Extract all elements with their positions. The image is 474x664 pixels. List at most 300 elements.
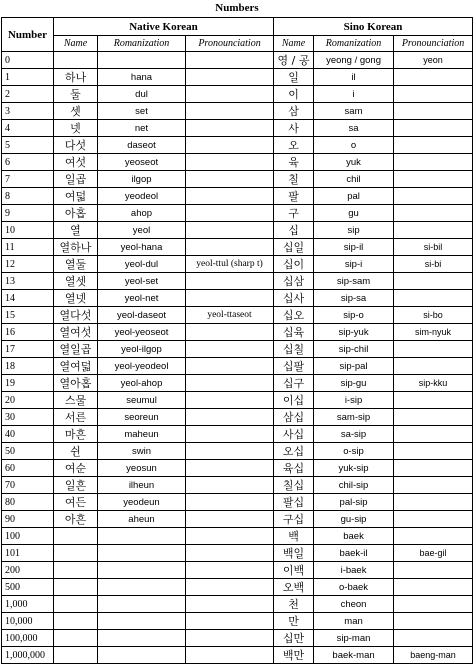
table-row [2,239,473,256]
native-romanization-subheader: Romanization [98,36,186,52]
table-row [2,273,473,290]
sino-name-cell: 십사 [274,290,314,307]
number-cell: 7 [2,171,54,188]
sino-romanization-cell: sip-chil [314,341,394,358]
sino-romanization-cell: sip-sa [314,290,394,307]
native-name-cell [54,528,98,545]
native-romanization-cell: net [98,120,186,137]
sino-pronunciation-cell [394,443,473,460]
native-romanization-cell: yeol-ilgop [98,341,186,358]
native-romanization-cell [98,596,186,613]
sino-pronunciation-cell [394,205,473,222]
table-row [2,443,473,460]
table-row [2,222,473,239]
table-row [2,52,473,69]
sino-name-cell: 삼 [274,103,314,120]
sino-romanization-cell: o-baek [314,579,394,596]
native-romanization-cell: dul [98,86,186,103]
sino-pronunciation-cell [394,494,473,511]
native-name-cell: 여덟 [54,188,98,205]
table-row [2,528,473,545]
table-row [2,494,473,511]
number-cell: 13 [2,273,54,290]
table-row [2,375,473,392]
native-pronunciation-cell: yeol-ttaseot [186,307,274,324]
native-romanization-cell: yeol-daseot [98,307,186,324]
sino-pronunciation-cell: si-bil [394,239,473,256]
number-cell: 80 [2,494,54,511]
number-cell: 5 [2,137,54,154]
sino-name-cell: 만 [274,613,314,630]
sino-romanization-cell: yeong / gong [314,52,394,69]
sino-name-cell: 백만 [274,647,314,664]
number-cell: 1 [2,69,54,86]
table-row [2,460,473,477]
native-pronunciation-cell [186,171,274,188]
native-name-cell: 열일곱 [54,341,98,358]
number-cell: 10,000 [2,613,54,630]
native-name-cell: 쉰 [54,443,98,460]
sino-pronunciation-cell [394,409,473,426]
native-romanization-cell: ilgop [98,171,186,188]
table-row [2,562,473,579]
native-romanization-cell: ilheun [98,477,186,494]
native-pronunciation-cell [186,103,274,120]
sino-romanization-cell: chil [314,171,394,188]
number-cell: 8 [2,188,54,205]
native-name-cell: 열아홉 [54,375,98,392]
header-row [2,18,473,36]
sino-romanization-cell: baek [314,528,394,545]
native-romanization-cell: yeosun [98,460,186,477]
sino-pronunciation-cell [394,120,473,137]
number-cell: 90 [2,511,54,528]
table-row [2,630,473,647]
sino-korean-header: Sino Korean [274,18,473,36]
number-cell: 20 [2,392,54,409]
sino-name-cell: 십 [274,222,314,239]
native-pronunciation-cell [186,222,274,239]
native-name-cell: 둘 [54,86,98,103]
sino-pronunciation-cell [394,630,473,647]
native-korean-header: Native Korean [54,18,274,36]
native-romanization-cell: set [98,103,186,120]
native-pronunciation-cell [186,426,274,443]
native-romanization-cell: yeol-net [98,290,186,307]
sino-name-cell: 십육 [274,324,314,341]
number-cell: 30 [2,409,54,426]
native-name-cell: 열하나 [54,239,98,256]
sino-pronunciation-cell [394,613,473,630]
sino-name-cell: 십구 [274,375,314,392]
table-row [2,341,473,358]
native-romanization-cell [98,52,186,69]
table-row [2,613,473,630]
table-row [2,69,473,86]
native-name-cell: 여순 [54,460,98,477]
sino-name-cell: 오십 [274,443,314,460]
native-name-cell: 마흔 [54,426,98,443]
sino-pronunciation-cell: yeon [394,52,473,69]
native-romanization-cell: yeol-hana [98,239,186,256]
native-name-cell [54,630,98,647]
native-pronunciation-cell [186,137,274,154]
number-cell: 100 [2,528,54,545]
sino-pronunciation-cell [394,392,473,409]
sino-name-cell: 구 [274,205,314,222]
native-name-cell: 다섯 [54,137,98,154]
number-cell: 100,000 [2,630,54,647]
native-pronunciation-cell [186,273,274,290]
native-name-cell: 넷 [54,120,98,137]
table-row [2,307,473,324]
sino-name-cell: 백일 [274,545,314,562]
sino-name-cell: 팔십 [274,494,314,511]
sino-name-cell: 육십 [274,460,314,477]
sino-romanization-cell: gu-sip [314,511,394,528]
native-pronunciation-cell [186,596,274,613]
sino-name-cell: 칠 [274,171,314,188]
sino-pronunciation-cell [394,511,473,528]
sino-romanization-cell: yuk-sip [314,460,394,477]
sino-pronunciation-cell: baeng-man [394,647,473,664]
sino-romanization-cell: gu [314,205,394,222]
sino-pronunciation-cell [394,562,473,579]
number-cell: 17 [2,341,54,358]
sino-name-cell: 십삼 [274,273,314,290]
sino-romanization-cell: sip-gu [314,375,394,392]
sino-romanization-cell: o [314,137,394,154]
native-name-cell [54,52,98,69]
number-cell: 3 [2,103,54,120]
native-name-cell [54,613,98,630]
table-row [2,392,473,409]
native-romanization-cell [98,630,186,647]
sino-name-cell: 이백 [274,562,314,579]
native-pronunciation-cell [186,613,274,630]
sino-pronunciation-subheader: Pronounciation [394,36,473,52]
sino-name-subheader: Name [274,36,314,52]
native-pronunciation-cell [186,545,274,562]
sino-pronunciation-cell [394,579,473,596]
native-name-cell: 여든 [54,494,98,511]
number-cell: 12 [2,256,54,273]
table-row [2,324,473,341]
native-pronunciation-cell [186,205,274,222]
number-cell: 40 [2,426,54,443]
sino-romanization-cell: chil-sip [314,477,394,494]
number-cell: 500 [2,579,54,596]
sino-romanization-cell: sip-man [314,630,394,647]
sino-name-cell: 십일 [274,239,314,256]
sino-name-cell: 팔 [274,188,314,205]
sino-romanization-cell: il [314,69,394,86]
number-cell: 1,000,000 [2,647,54,664]
number-cell: 9 [2,205,54,222]
table-row [2,409,473,426]
sino-pronunciation-cell [394,528,473,545]
sino-pronunciation-cell [394,188,473,205]
native-pronunciation-cell [186,188,274,205]
table-row [2,477,473,494]
table-row [2,188,473,205]
native-romanization-cell [98,528,186,545]
native-pronunciation-cell [186,494,274,511]
native-name-cell: 셋 [54,103,98,120]
native-name-cell [54,647,98,664]
sino-name-cell: 오백 [274,579,314,596]
sino-romanization-cell: yuk [314,154,394,171]
native-romanization-cell [98,613,186,630]
native-pronunciation-cell [186,460,274,477]
sino-pronunciation-cell [394,273,473,290]
native-pronunciation-cell [186,409,274,426]
native-pronunciation-cell [186,86,274,103]
sino-name-cell: 이 [274,86,314,103]
native-romanization-cell [98,647,186,664]
sino-romanization-cell: sip-pal [314,358,394,375]
table-row [2,290,473,307]
sino-romanization-cell: sip [314,222,394,239]
table-row [2,256,473,273]
sino-name-cell: 육 [274,154,314,171]
sino-romanization-cell: baek-il [314,545,394,562]
number-cell: 50 [2,443,54,460]
native-pronunciation-cell [186,341,274,358]
native-pronunciation-cell [186,69,274,86]
native-romanization-cell: yeodeol [98,188,186,205]
native-name-cell: 일흔 [54,477,98,494]
native-name-cell: 열둘 [54,256,98,273]
native-name-cell [54,545,98,562]
sino-name-cell: 천 [274,596,314,613]
native-pronunciation-cell [186,392,274,409]
sino-name-cell: 백 [274,528,314,545]
native-name-cell: 열넷 [54,290,98,307]
native-romanization-cell [98,562,186,579]
sino-romanization-cell: o-sip [314,443,394,460]
number-cell: 19 [2,375,54,392]
native-romanization-cell: swin [98,443,186,460]
number-cell: 101 [2,545,54,562]
native-pronunciation-cell [186,630,274,647]
number-cell: 2 [2,86,54,103]
native-romanization-cell [98,579,186,596]
native-romanization-cell: yeoseot [98,154,186,171]
sino-pronunciation-cell: si-bi [394,256,473,273]
native-pronunciation-cell [186,239,274,256]
number-cell: 70 [2,477,54,494]
table-row [2,579,473,596]
sino-name-cell: 일 [274,69,314,86]
native-romanization-cell [98,545,186,562]
table-row [2,545,473,562]
sino-romanization-cell: sip-o [314,307,394,324]
table-row [2,171,473,188]
sino-pronunciation-cell [394,154,473,171]
native-romanization-cell: yeol-dul [98,256,186,273]
native-pronunciation-cell [186,477,274,494]
sino-romanization-cell: baek-man [314,647,394,664]
sino-pronunciation-cell: sip-kku [394,375,473,392]
native-name-cell: 열여덟 [54,358,98,375]
number-cell: 6 [2,154,54,171]
number-cell: 60 [2,460,54,477]
native-pronunciation-cell [186,120,274,137]
number-cell: 200 [2,562,54,579]
native-name-cell: 열셋 [54,273,98,290]
sino-romanization-cell: sip-i [314,256,394,273]
native-pronunciation-cell [186,562,274,579]
native-romanization-cell: daseot [98,137,186,154]
native-romanization-cell: maheun [98,426,186,443]
native-romanization-cell: yeol [98,222,186,239]
native-romanization-cell: yeol-set [98,273,186,290]
native-pronunciation-cell [186,579,274,596]
native-pronunciation-cell [186,511,274,528]
sino-romanization-cell: sip-il [314,239,394,256]
sino-romanization-cell: sa [314,120,394,137]
native-name-cell: 여섯 [54,154,98,171]
table-row [2,647,473,664]
number-header: Number [2,18,54,52]
sino-pronunciation-cell [394,358,473,375]
sino-name-cell: 오 [274,137,314,154]
native-name-cell: 서른 [54,409,98,426]
native-pronunciation-cell [186,647,274,664]
sino-romanization-cell: pal [314,188,394,205]
native-romanization-cell: hana [98,69,186,86]
sino-name-cell: 사십 [274,426,314,443]
sino-name-cell: 사 [274,120,314,137]
sino-romanization-cell: sa-sip [314,426,394,443]
sino-pronunciation-cell: bae-gil [394,545,473,562]
sino-romanization-cell: sam-sip [314,409,394,426]
native-romanization-cell: yeol-ahop [98,375,186,392]
number-cell: 10 [2,222,54,239]
table-row [2,120,473,137]
table-row [2,511,473,528]
sino-pronunciation-cell [394,477,473,494]
native-romanization-cell: aheun [98,511,186,528]
sino-romanization-cell: pal-sip [314,494,394,511]
sino-pronunciation-cell [394,460,473,477]
number-cell: 14 [2,290,54,307]
number-cell: 16 [2,324,54,341]
native-romanization-cell: yeodeun [98,494,186,511]
native-name-cell: 열다섯 [54,307,98,324]
table-row [2,426,473,443]
native-romanization-cell: seumul [98,392,186,409]
native-romanization-cell: seoreun [98,409,186,426]
sino-name-cell: 십칠 [274,341,314,358]
native-name-cell: 열여섯 [54,324,98,341]
sino-romanization-cell: i-baek [314,562,394,579]
sino-name-cell: 십만 [274,630,314,647]
sino-pronunciation-cell [394,171,473,188]
sino-romanization-cell: sam [314,103,394,120]
native-name-cell: 아홉 [54,205,98,222]
table-row [2,205,473,222]
native-pronunciation-cell [186,358,274,375]
native-pronunciation-cell [186,290,274,307]
sino-name-cell: 영 / 공 [274,52,314,69]
native-name-cell [54,562,98,579]
table-body [2,52,473,664]
native-name-cell: 아흔 [54,511,98,528]
native-name-cell: 일곱 [54,171,98,188]
number-cell: 18 [2,358,54,375]
sino-romanization-cell: i [314,86,394,103]
table-row [2,137,473,154]
sino-name-cell: 구십 [274,511,314,528]
table-row [2,86,473,103]
page-title: Numbers [215,2,259,14]
native-pronunciation-cell [186,154,274,171]
sino-name-cell: 십팔 [274,358,314,375]
table-row [2,358,473,375]
native-pronunciation-cell [186,443,274,460]
table-row [2,154,473,171]
native-pronunciation-cell: yeol-ttul (sharp t) [186,256,274,273]
sino-pronunciation-cell [394,103,473,120]
number-cell: 11 [2,239,54,256]
native-name-cell [54,579,98,596]
sino-pronunciation-cell [394,426,473,443]
sino-pronunciation-cell: sim-nyuk [394,324,473,341]
sino-pronunciation-cell [394,596,473,613]
sino-name-cell: 십오 [274,307,314,324]
native-romanization-cell: ahop [98,205,186,222]
native-romanization-cell: yeol-yeoseot [98,324,186,341]
native-pronunciation-cell [186,52,274,69]
number-cell: 15 [2,307,54,324]
native-name-cell: 하나 [54,69,98,86]
table-row [2,103,473,120]
subheader-row [2,36,473,52]
native-romanization-cell: yeol-yeodeol [98,358,186,375]
sino-romanization-subheader: Romanization [314,36,394,52]
native-name-cell [54,596,98,613]
native-pronunciation-cell [186,375,274,392]
sino-pronunciation-cell [394,222,473,239]
sino-name-cell: 십이 [274,256,314,273]
native-name-subheader: Name [54,36,98,52]
native-pronunciation-cell [186,528,274,545]
sino-name-cell: 이십 [274,392,314,409]
number-cell: 0 [2,52,54,69]
sino-romanization-cell: i-sip [314,392,394,409]
sino-pronunciation-cell [394,341,473,358]
sino-pronunciation-cell [394,69,473,86]
sino-name-cell: 삼십 [274,409,314,426]
sino-name-cell: 칠십 [274,477,314,494]
numbers-table [1,17,473,664]
native-name-cell: 스물 [54,392,98,409]
sino-romanization-cell: sip-sam [314,273,394,290]
native-pronunciation-cell [186,324,274,341]
number-cell: 4 [2,120,54,137]
sino-romanization-cell: sip-yuk [314,324,394,341]
native-pronunciation-subheader: Pronounciation [186,36,274,52]
sino-pronunciation-cell [394,290,473,307]
number-cell: 1,000 [2,596,54,613]
sino-romanization-cell: cheon [314,596,394,613]
sino-pronunciation-cell: si-bo [394,307,473,324]
sino-romanization-cell: man [314,613,394,630]
sino-pronunciation-cell [394,137,473,154]
native-name-cell: 열 [54,222,98,239]
